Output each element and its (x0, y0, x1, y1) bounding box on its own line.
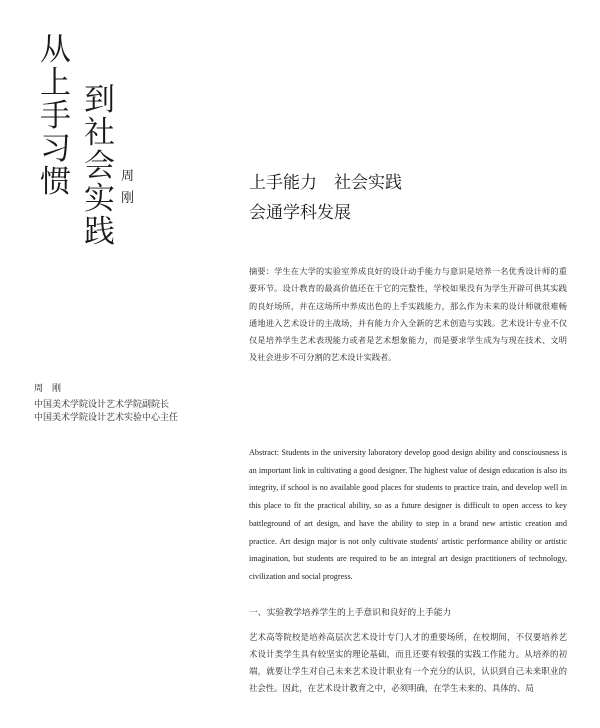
author-name-vertical (121, 166, 134, 210)
title-column-2 (84, 84, 115, 249)
abstract-chinese: 摘要：学生在大学的实验室养成良好的设计动手能力与意识是培养一名优秀设计师的重要环节。设计教育的最高价值还在于它的完整性，学校如果没有为学生开辟可供其实践的良好场所，并在这场所中养成出色的上手实践能力，那么作为未来的设计师就很难畅通地进入艺术设计的主战场，并有能力介入全新的艺术创造与实践。艺术设计专业不仅仅是培养学生艺术表现能力或者是艺术想象能力，而是要求学生成为与现在技术、文明及社会进步不可分割的艺术设计实践者。 (249, 266, 567, 363)
title-char: 从 (40, 32, 71, 68)
author-char: 周 (121, 169, 135, 184)
title-column-1 (40, 34, 71, 199)
title-char: 上 (40, 65, 71, 101)
title-char: 惯 (40, 164, 71, 200)
title-char: 会 (84, 148, 115, 184)
subtitle-line-2: 会通学科发展 (249, 203, 351, 223)
abstract-english: Abstract: Students in the university laboratory develop good design ability and consciousness is an important link in cultivating a good designer. The highest value of design education is also its integrity, if school is no available good places for students to practice train, and develop well in this place to fit the practical ability, so as a future designer is difficult to open access to key battleground of art design, and have the ability to step in a brand new artistic creation and practice. Art design major is not only cultivate students' artistic performance ability or artistic imagination, but students are required to be an integral art design practitioners of technology, civilization and social progress. (249, 448, 567, 581)
author-name: 周 刚 (34, 384, 62, 394)
author-char: 刚 (121, 191, 135, 206)
author-title-2: 中国美术学院设计艺术实验中心主任 (34, 413, 179, 423)
title-char: 到 (84, 82, 115, 118)
body-text: 艺术高等院校是培养高层次艺术设计专门人才的重要场所，在校期间，不仅要培养艺术设计类学生具有较坚实的理论基础，而且还要有较强的实践工作能力。从培养的初端，就要让学生对自己未来艺术设计职业有一个充分的认识，认识到自己未来职业的社会性。因此，在艺术设计教育之中，必须明确，在学生未来的、具体的、局 (249, 632, 567, 693)
author-info (34, 383, 178, 425)
subtitle-line-1: 上手能力 社会实践 (249, 173, 402, 193)
title-char: 践 (84, 214, 115, 250)
title-char: 习 (40, 131, 71, 167)
subtitle (249, 168, 402, 228)
author-title-1: 中国美术学院设计艺术学院副院长 (34, 400, 170, 410)
title-char: 实 (84, 181, 115, 217)
section-heading: 一、实验教学培养学生的上手意识和良好的上手能力 (249, 608, 452, 618)
title-char: 手 (40, 98, 71, 134)
title-char: 社 (84, 115, 115, 151)
